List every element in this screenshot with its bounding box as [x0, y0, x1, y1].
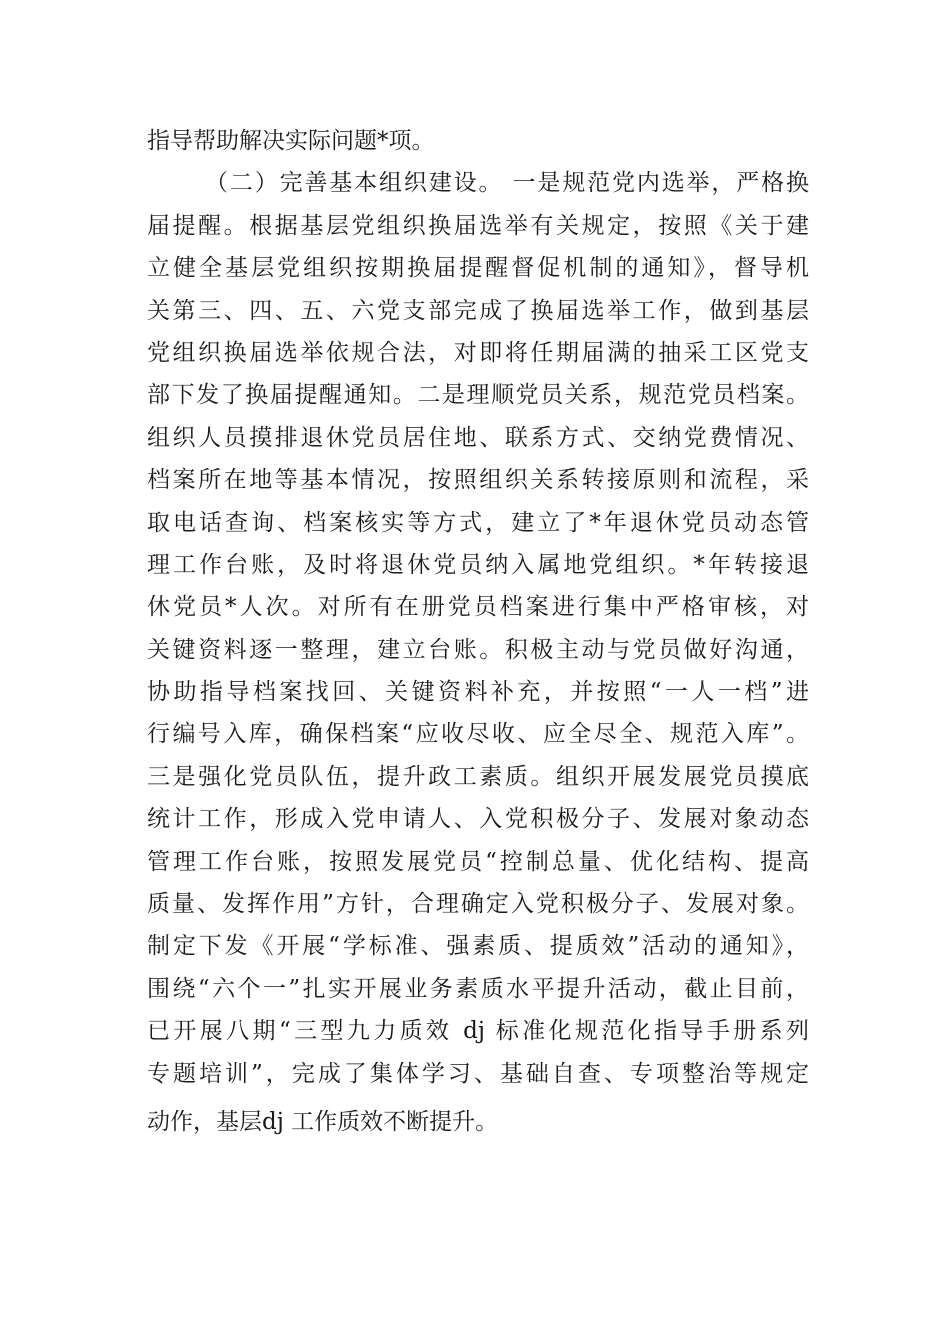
paragraph-line: 围绕“六个一”扎实开展业务素质水平提升活动，截止目前， [147, 975, 809, 1002]
paragraph-line: 理工作台账，及时将退休党员纳入属地党组织。*年转接退 [147, 551, 809, 578]
paragraph-line: 指导帮助解决实际问题*项。 [147, 128, 435, 154]
paragraph-line: 制定下发《开展“学标准、强素质、提质效”活动的通知》， [147, 933, 809, 960]
paragraph-line: 关第三、四、五、六党支部完成了换届选举工作，做到基层 [147, 297, 809, 324]
paragraph-line: 统计工作，形成入党申请人、入党积极分子、发展对象动态 [147, 806, 809, 833]
paragraph-line: 取电话查询、档案核实等方式，建立了*年退休党员动态管 [147, 509, 809, 536]
paragraph-line: 立健全基层党组织按期换届提醒督促机制的通知》，督导机 [147, 255, 809, 282]
paragraph-line: 组织人员摸排退休党员居住地、联系方式、交纳党费情况、 [147, 424, 809, 451]
paragraph-line: 休党员*人次。对所有在册党员档案进行集中严格审核，对 [147, 594, 809, 621]
paragraph-line: 协助指导档案找回、关键资料补充，并按照“一人一档”进 [147, 679, 809, 706]
paragraph-line: 党组织换届选举依规合法，对即将任期届满的抽采工区党支 [147, 339, 809, 366]
paragraph-line: 部下发了换届提醒通知。二是理顺党员关系，规范党员档案。 [147, 382, 809, 409]
paragraph-line: 专题培训”，完成了集体学习、基础自查、专项整治等规定 [147, 1060, 809, 1087]
paragraph-line: 质量、发挥作用”方针，合理确定入党积极分子、发展对象。 [147, 891, 809, 918]
paragraph-line: 关键资料逐一整理，建立台账。积极主动与党员做好沟通， [147, 636, 809, 663]
paragraph-line: 届提醒。根据基层党组织换届选举有关规定，按照《关于建 [147, 212, 809, 239]
paragraph-line: 管理工作台账，按照发展党员“控制总量、优化结构、提高 [147, 848, 809, 875]
paragraph-line: 档案所在地等基本情况，按照组织关系转接原则和流程，采 [147, 467, 809, 494]
paragraph-line: 行编号入库，确保档案“应收尽收、应全尽全、规范入库”。 [147, 721, 809, 748]
paragraph-line: 三是强化党员队伍，提升政工素质。组织开展发展党员摸底 [147, 763, 809, 790]
paragraph-line: 动作，基层dj 工作质效不断提升。 [147, 1108, 499, 1135]
section-heading-line: （二）完善基本组织建设。 一是规范党内选举，严格换 [205, 170, 809, 197]
document-body [147, 120, 809, 1143]
paragraph-line: 已开展八期“三型九力质效 dj 标准化规范化指导手册系列 [147, 1018, 809, 1045]
